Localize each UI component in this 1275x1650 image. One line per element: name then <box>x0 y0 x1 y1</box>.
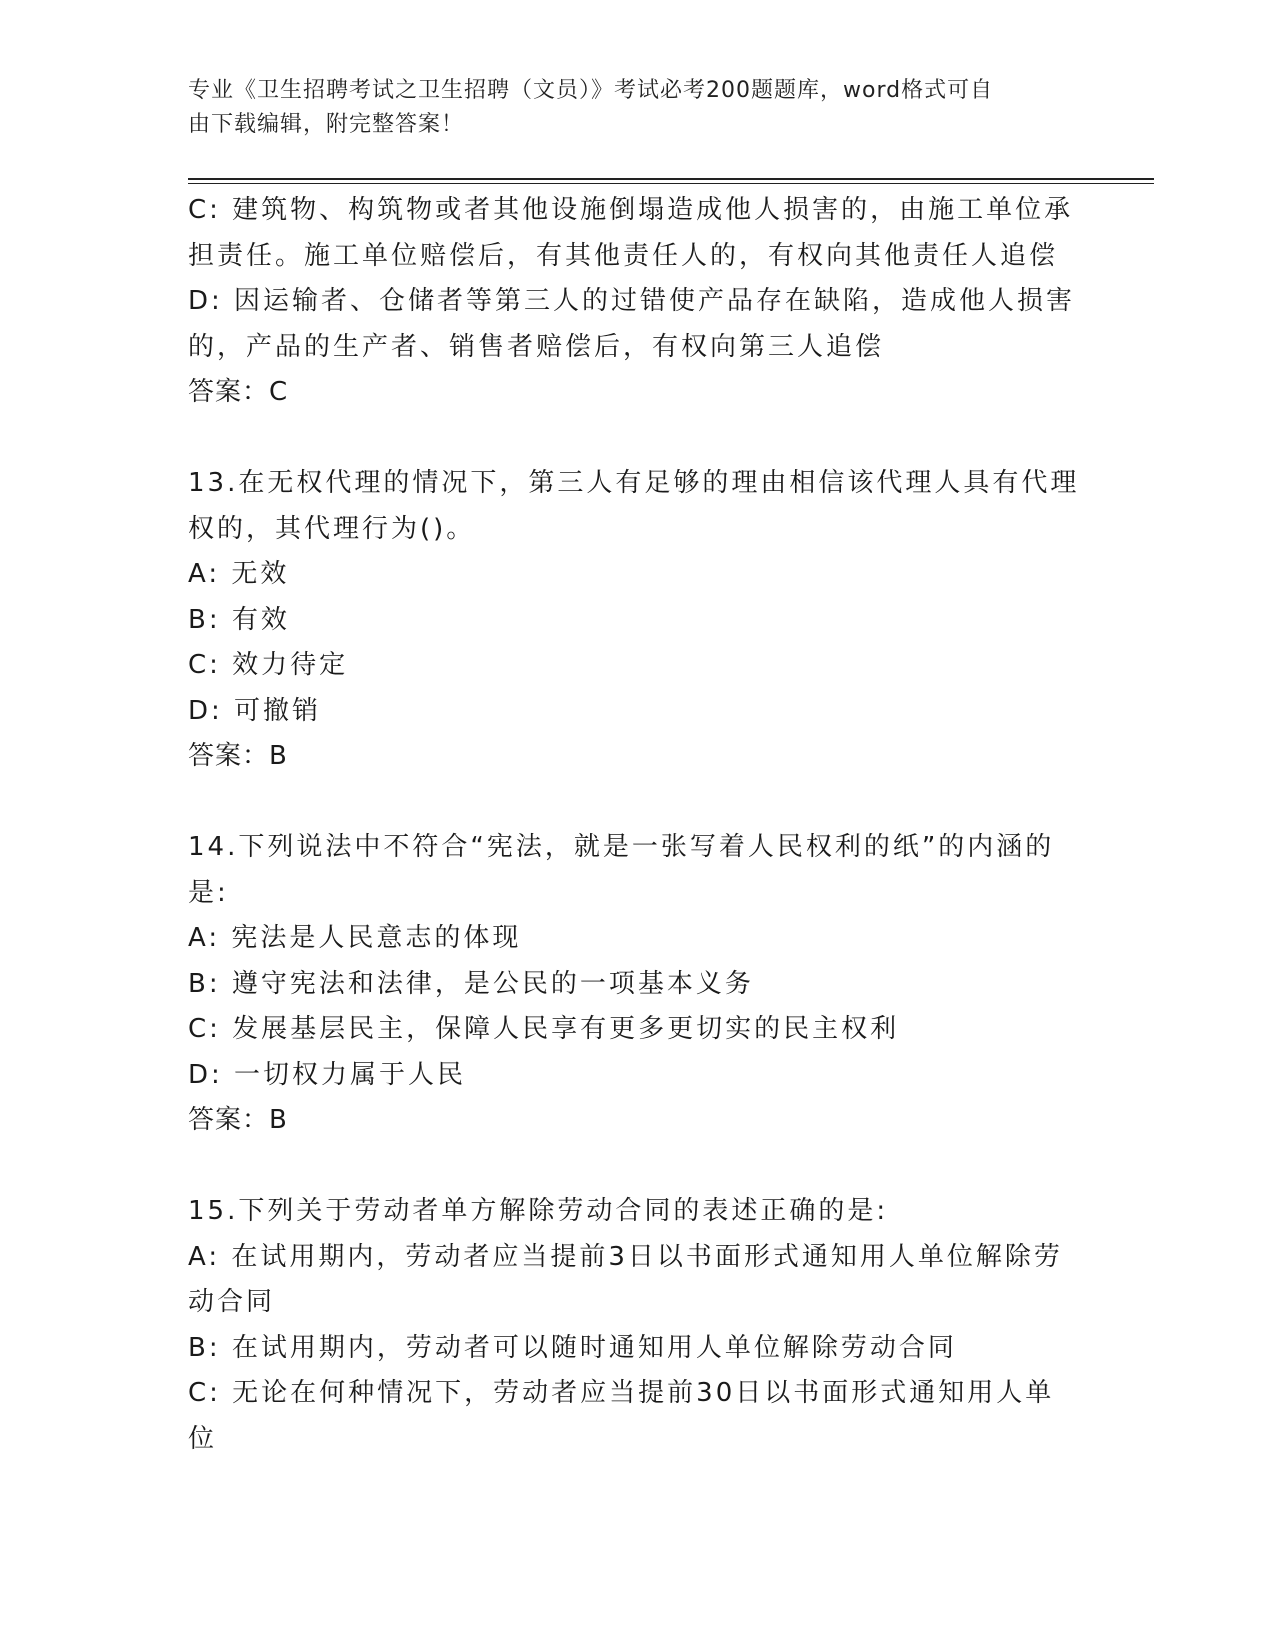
header-rule-thick <box>188 178 1154 180</box>
q13-question-line-2: 权的，其代理行为()。 <box>188 513 476 544</box>
q14-option-c: C: 发展基层民主，保障人民享有更多更切实的民主权利 <box>188 1014 900 1044</box>
question-15 <box>188 1189 1068 1462</box>
spacer <box>188 416 1068 462</box>
q14-question-line-2: 是: <box>188 877 229 908</box>
q15-option-c-line-1: C: 无论在何种情况下，劳动者应当提前30日以书面形式通知用人单 <box>188 1378 1055 1408</box>
q15-question-line-1: 15.下列关于劳动者单方解除劳动合同的表述正确的是: <box>188 1196 889 1226</box>
q14-option-d: D: 一切权力属于人民 <box>188 1059 467 1090</box>
q14-answer: 答案：B <box>188 1105 288 1135</box>
q15-option-c-line-2: 位 <box>188 1423 218 1454</box>
q15-option-a-line-1: A: 在试用期内，劳动者应当提前3日以书面形式通知用人单位解除劳 <box>188 1241 1063 1272</box>
q12-option-c-line-2: 担责任。施工单位赔偿后，有其他责任人的，有权向其他责任人追偿 <box>188 240 1059 271</box>
q13-option-c: C: 效力待定 <box>188 650 349 680</box>
question-12-continued <box>188 188 1076 416</box>
q14-option-a: A: 宪法是人民意志的体现 <box>188 923 522 953</box>
q13-option-b: B: 有效 <box>188 604 290 635</box>
page-header <box>188 74 1068 142</box>
header-line-1: 专业《卫生招聘考试之卫生招聘（文员）》考试必考200题题库，word格式可自 <box>188 78 994 103</box>
spacer <box>188 1144 1068 1190</box>
q12-answer: 答案：C <box>188 377 289 407</box>
q14-question-line-1: 14.下列说法中不符合“宪法，就是一张写着人民权利的纸”的内涵的 <box>188 832 1055 862</box>
q13-option-d: D: 可撤销 <box>188 695 322 726</box>
q13-option-a: A: 无效 <box>188 559 290 589</box>
document-body <box>188 188 1080 1462</box>
header-line-2: 由下载编辑，附完整答案！ <box>188 112 465 137</box>
q14-option-b: B: 遵守宪法和法律，是公民的一项基本义务 <box>188 968 754 999</box>
q12-option-d-line-1: D: 因运输者、仓储者等第三人的过错使产品存在缺陷，造成他人损害 <box>188 286 1076 316</box>
q13-question-line-1: 13.在无权代理的情况下，第三人有足够的理由相信该代理人具有代理 <box>188 468 1080 498</box>
header-rule-thin <box>188 183 1154 184</box>
q12-option-c-line-1: C: 建筑物、构筑物或者其他设施倒塌造成他人损害的，由施工单位承 <box>188 195 1074 225</box>
question-13 <box>188 461 1080 780</box>
q15-option-a-line-2: 动合同 <box>188 1287 276 1317</box>
q12-option-d-line-2: 的，产品的生产者、销售者赔偿后，有权向第三人追偿 <box>188 331 885 362</box>
spacer <box>188 780 1068 826</box>
q13-answer: 答案：B <box>188 741 288 771</box>
question-14 <box>188 825 1068 1144</box>
q15-option-b: B: 在试用期内，劳动者可以随时通知用人单位解除劳动合同 <box>188 1332 957 1363</box>
